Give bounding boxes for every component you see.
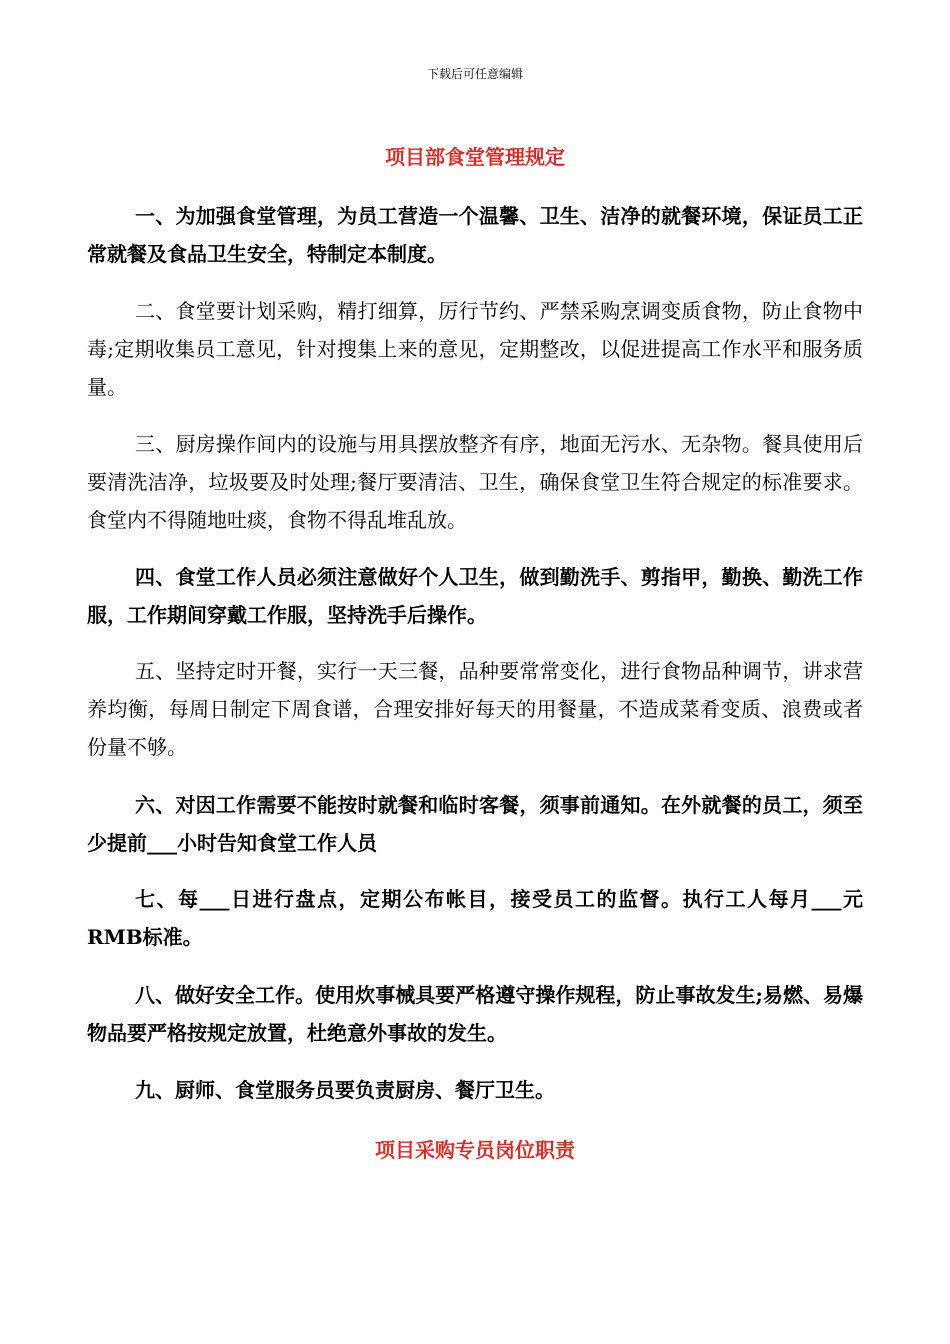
paragraph-2: 二、食堂要计划采购，精打细算，厉行节约、严禁采购烹调变质食物，防止食物中毒;定期收集员工意见，针对搜集上来的意见，定期整改，以促进提高工作水平和服务质量。 xyxy=(87,299,863,399)
header-note: 下载后可任意编辑 xyxy=(426,67,523,81)
paragraph-6: 六、对因工作需要不能按时就餐和临时客餐，须事前通知。在外就餐的员工，须至少提前___小时告知食堂工作人员 xyxy=(87,793,863,855)
section-title-procurement-duties: 项目采购专员岗位职责 xyxy=(375,1138,575,1162)
paragraph-7: 七、每___日进行盘点，定期公布帐目，接受员工的监督。执行工人每月___元RMB标准。 xyxy=(87,887,863,949)
paragraph-5: 五、坚持定时开餐，实行一天三餐，品种要常常变化，进行食物品种调节，讲求营养均衡，每周日制定下周食谱，合理安排好每天的用餐量，不造成菜肴变质、浪费或者份量不够。 xyxy=(87,659,863,759)
paragraph-9: 九、厨师、食堂服务员要负责厨房、餐厅卫生。 xyxy=(135,1078,555,1102)
paragraph-4: 四、食堂工作人员必须注意做好个人卫生，做到勤洗手、剪指甲，勤换、勤洗工作服，工作期间穿戴工作服，坚持洗手后操作。 xyxy=(87,565,863,627)
section-title-canteen-rules: 项目部食堂管理规定 xyxy=(385,145,565,169)
paragraph-1: 一、为加强食堂管理，为员工营造一个温馨、卫生、洁净的就餐环境，保证员工正常就餐及食品卫生安全，特制定本制度。 xyxy=(87,204,863,266)
paragraph-8: 八、做好安全工作。使用炊事械具要严格遵守操作规程，防止事故发生;易燃、易爆物品要严格按规定放置，杜绝意外事故的发生。 xyxy=(87,983,863,1045)
paragraph-3: 三、厨房操作间内的设施与用具摆放整齐有序，地面无污水、无杂物。餐具使用后要清洗洁净，垃圾要及时处理;餐厅要清洁、卫生，确保食堂卫生符合规定的标准要求。食堂内不得随地吐痰，食物不得乱堆乱放。 xyxy=(87,432,863,532)
